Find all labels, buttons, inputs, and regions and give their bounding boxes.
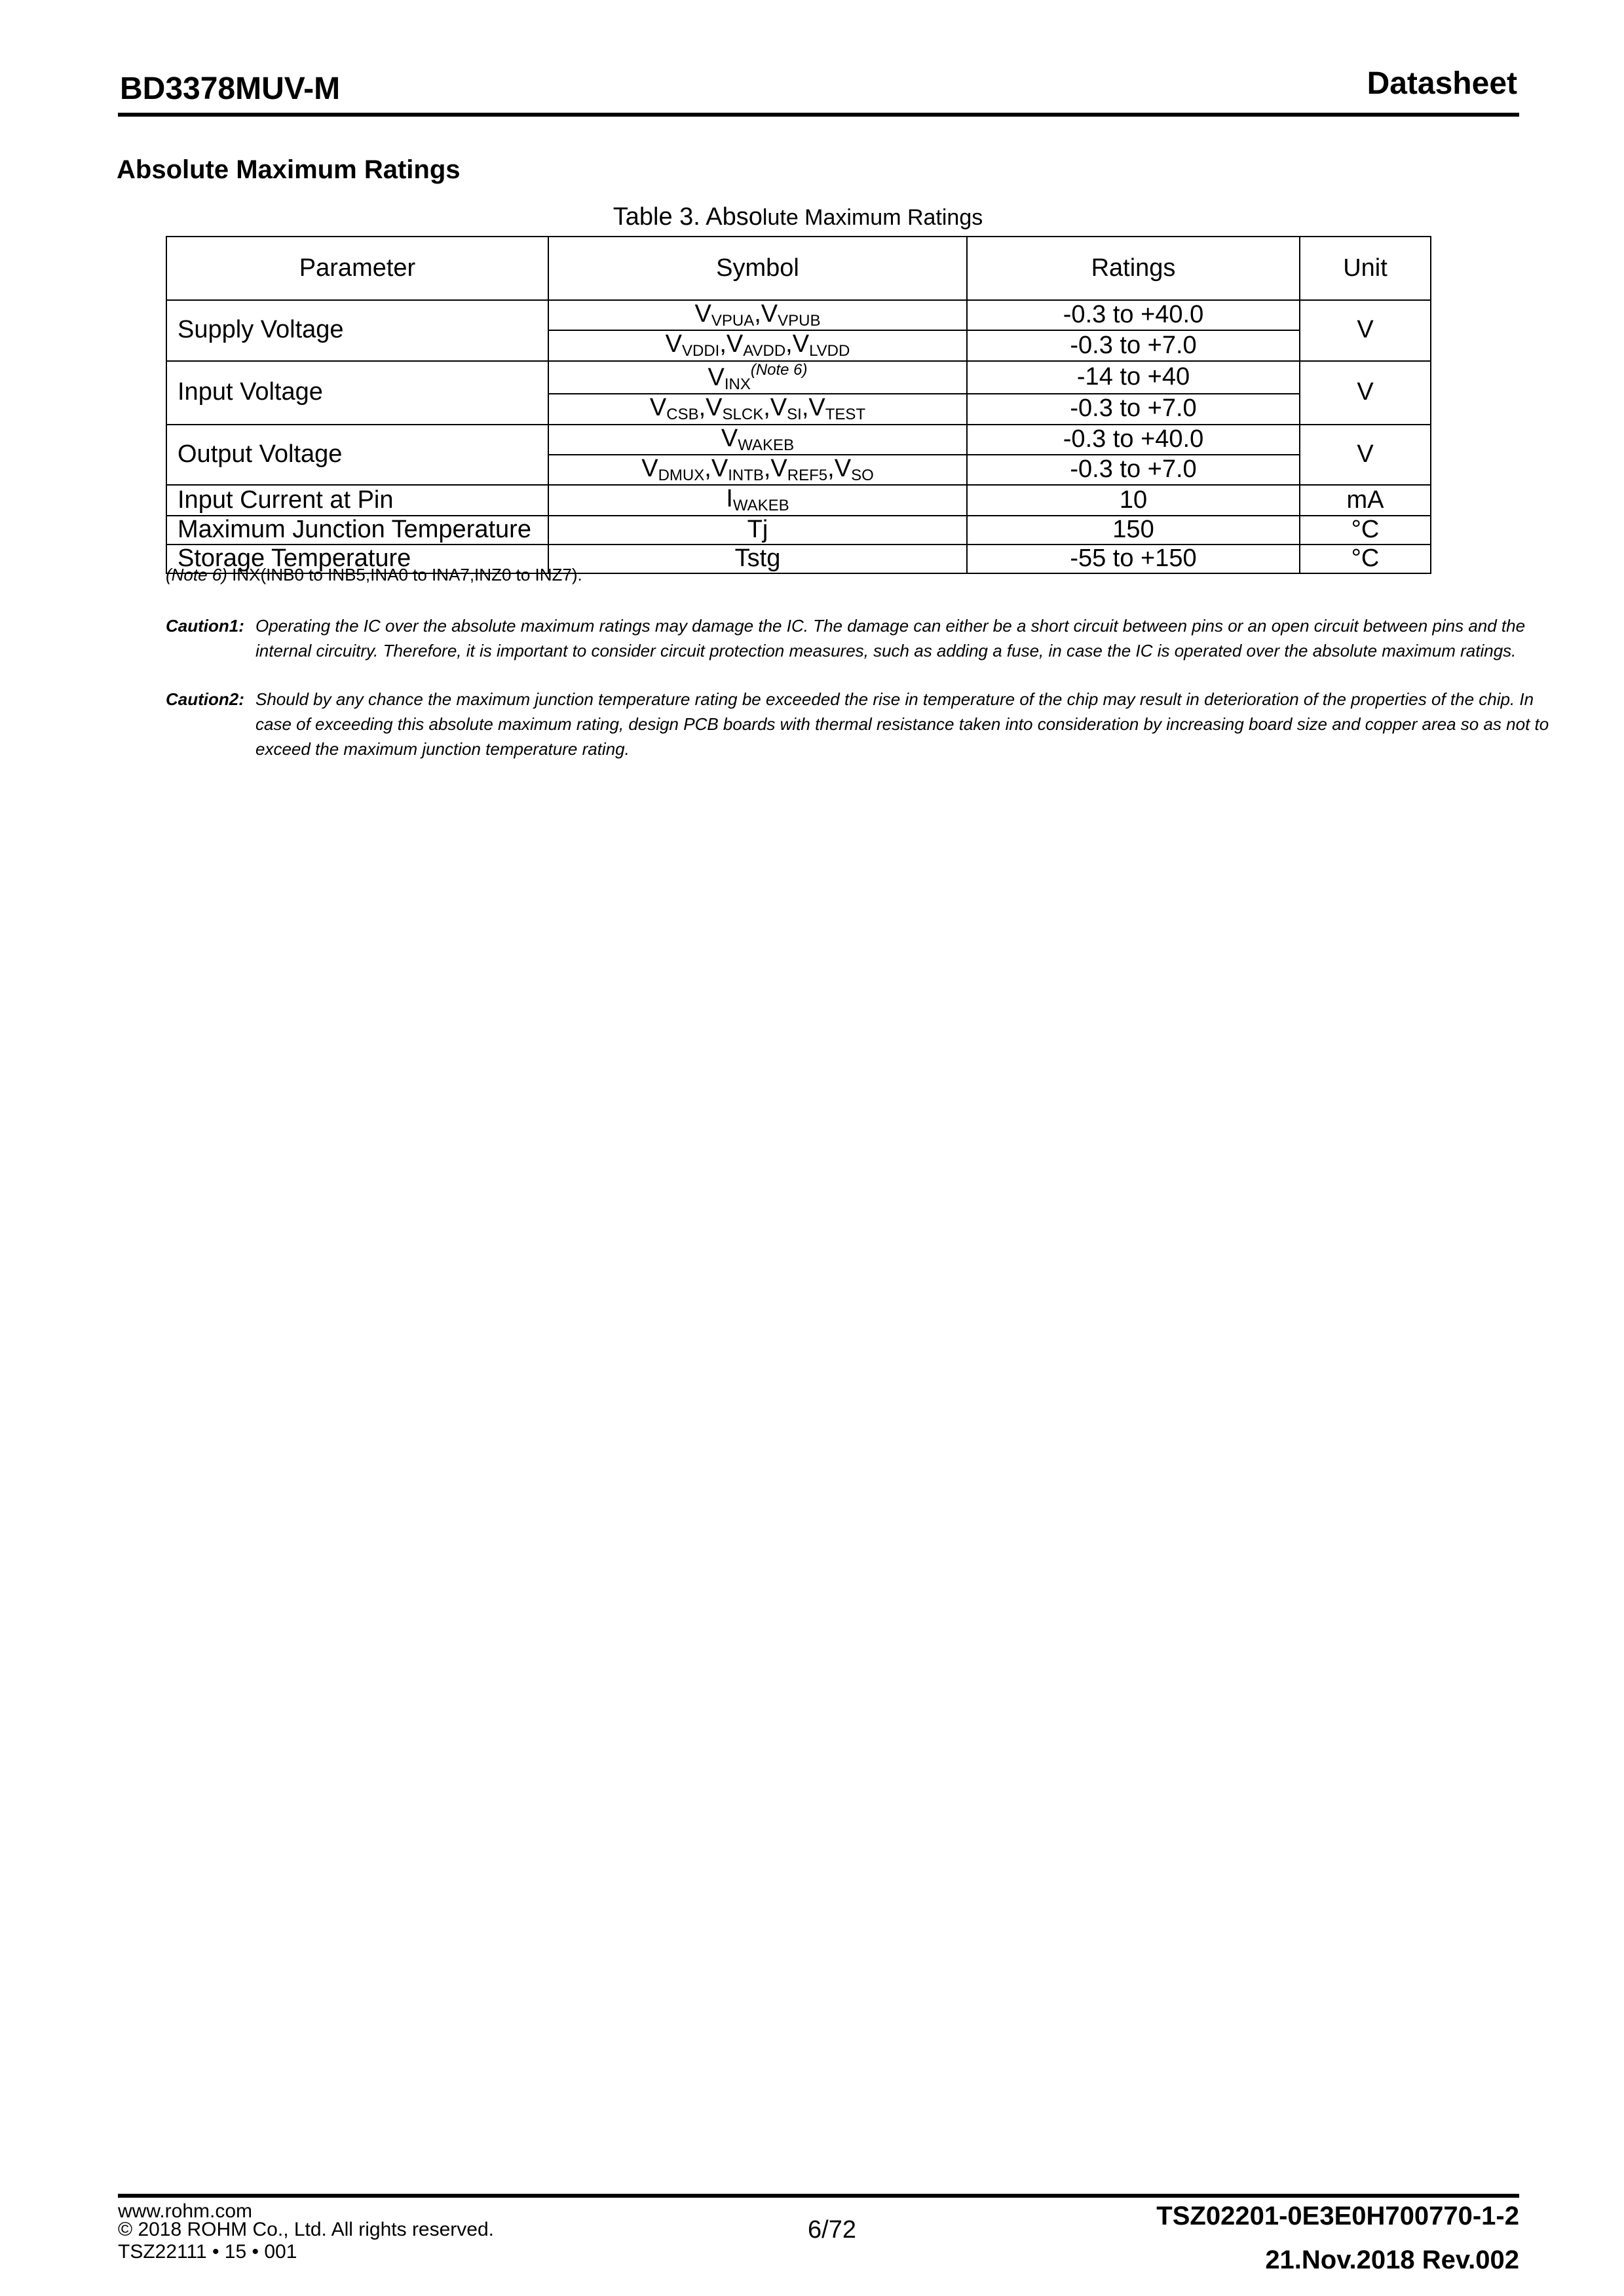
table-caption-suffix: lute Maximum Ratings: [762, 205, 983, 230]
rating-junction-temp: 150: [967, 516, 1300, 545]
header-rule: [118, 113, 1519, 117]
table-row: [166, 425, 1431, 455]
caution-2-label: Caution2:: [166, 689, 244, 709]
rating-input-1: -14 to +40: [967, 361, 1300, 394]
caution-2-text: Should by any chance the maximum junction temperature rating be exceeded the rise in temperature of the chip may result in deterioration of the properties of the chip. In case of exceeding this absolute maximum rating, design PCB boards with thermal resistance taken into consideration by increasing board size and copper area so as not to exceed the maximum junction temperature rating.: [255, 689, 1549, 759]
note-6-label: (Note 6): [166, 565, 227, 584]
caution-2: [166, 687, 1568, 765]
rating-supply-2: -0.3 to +7.0: [967, 330, 1300, 360]
caution-1-text: Operating the IC over the absolute maximum ratings may damage the IC. The damage can either be a short circuit between pins or an open circuit between pins and the internal circuitry. Therefore, it is important to consider circuit protection measures, such as adding a fuse, in case the IC is operated over the absolute maximum ratings.: [255, 616, 1526, 660]
header-symbol: Symbol: [548, 237, 967, 300]
symbol-supply-2: $V_{VDDI},V_{AVDD},V_{LVDD}$: [548, 330, 967, 360]
note-6-text: INX(INB0 to INB5,INA0 to INA7,INZ0 to INZ7).: [227, 565, 582, 584]
unit-output: V: [1300, 425, 1431, 486]
header-unit: Unit: [1300, 237, 1431, 300]
table-caption: [166, 203, 1430, 231]
table-row: [166, 516, 1431, 545]
rating-input-2: -0.3 to +7.0: [967, 394, 1300, 424]
footer-code: TSZ22111 • 15 • 001: [118, 2241, 297, 2263]
symbol-input-1: $V_{INX}^{(Note 6)}$: [548, 361, 967, 394]
footer-url[interactable]: www.rohm.com: [118, 2200, 253, 2222]
table-header-row: [166, 237, 1431, 300]
section-title: Absolute Maximum Ratings: [117, 155, 461, 184]
symbol-supply-1: $V_{VPUA},V_{VPUB}$: [548, 300, 967, 330]
doc-number: TSZ02201-0E3E0H700770-1-2: [1156, 2202, 1519, 2230]
unit-junction-temp: °C: [1300, 516, 1431, 545]
unit-input: V: [1300, 361, 1431, 425]
symbol-input-2: $V_{CSB},V_{SLCK},V_{SI},V_{TEST}$: [548, 394, 967, 424]
unit-input-current: mA: [1300, 485, 1431, 515]
param-input-voltage: Input Voltage: [166, 361, 548, 425]
table-caption-prefix: Table 3. Abso: [613, 203, 763, 231]
symbol-input-current: $I_{WAKEB}$: [548, 485, 967, 515]
revision: 21.Nov.2018 Rev.002: [1265, 2246, 1519, 2274]
param-junction-temp: Maximum Junction Temperature: [166, 516, 548, 545]
rating-output-1: -0.3 to +40.0: [967, 425, 1300, 455]
rating-output-2: -0.3 to +7.0: [967, 455, 1300, 485]
header-ratings: Ratings: [967, 237, 1300, 300]
param-output-voltage: Output Voltage: [166, 425, 548, 486]
header-parameter: Parameter: [166, 237, 548, 300]
table-row: [166, 300, 1431, 330]
footer-copyright: © 2018 ROHM Co., Ltd. All rights reserved.: [118, 2219, 494, 2240]
symbol-junction-temp: Tj: [548, 516, 967, 545]
part-number: BD3378MUV-M: [120, 71, 341, 106]
param-supply-voltage: Supply Voltage: [166, 300, 548, 361]
symbol-output-1: $V_{WAKEB}$: [548, 425, 967, 455]
note-6: [166, 565, 582, 585]
rating-supply-1: -0.3 to +40.0: [967, 300, 1300, 330]
param-input-current: Input Current at Pin: [166, 485, 548, 515]
table-row: [166, 485, 1431, 515]
ratings-table: [166, 236, 1431, 574]
symbol-output-2: $V_{DMUX},V_{INTB},V_{REF5},V_{SO}$: [548, 455, 967, 485]
unit-storage-temp: °C: [1300, 545, 1431, 573]
rating-input-current: 10: [967, 485, 1300, 515]
param-storage-temp: Storage Temperature: [166, 545, 548, 573]
symbol-storage-temp: Tstg: [548, 545, 967, 573]
caution-1: [166, 613, 1568, 692]
note-ref: (Note 6): [750, 360, 808, 379]
rating-storage-temp: -55 to +150: [967, 545, 1300, 573]
page-number: 6/72: [808, 2216, 856, 2244]
caution-1-label: Caution1:: [166, 616, 244, 636]
table-row: [166, 361, 1431, 394]
footer-rule: [118, 2194, 1519, 2198]
unit-supply: V: [1300, 300, 1431, 361]
doc-type: Datasheet: [1367, 66, 1517, 101]
